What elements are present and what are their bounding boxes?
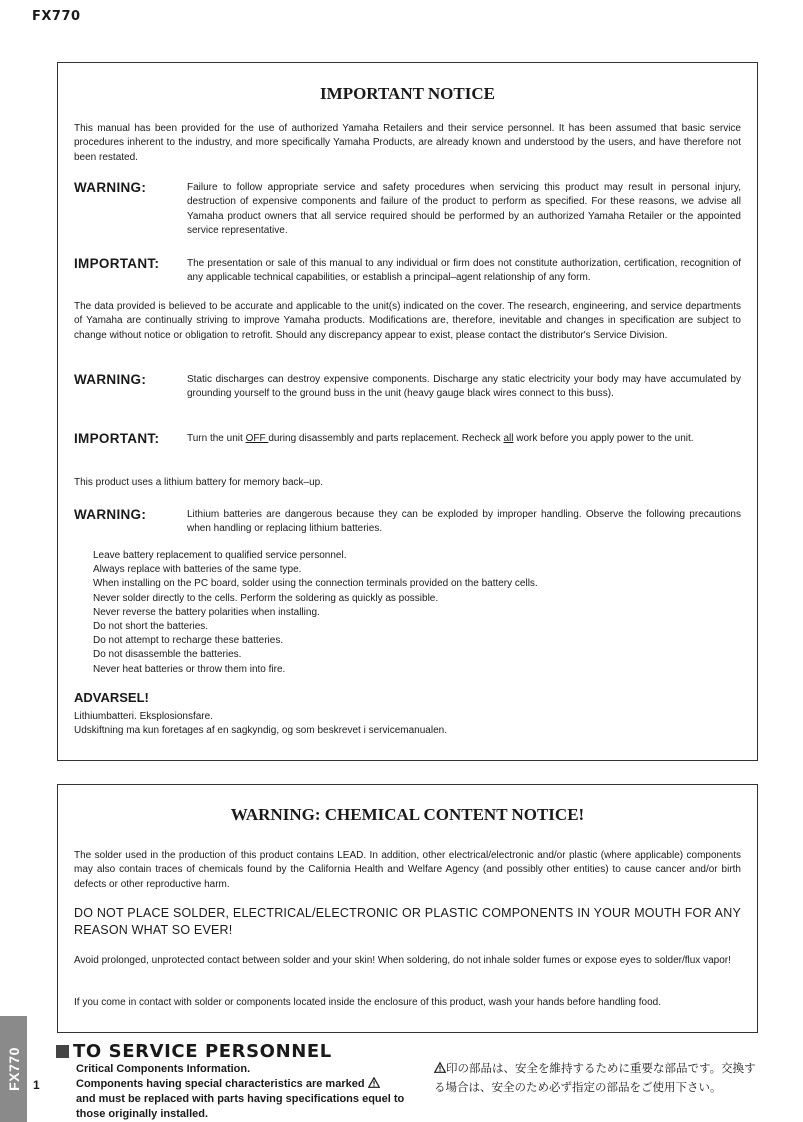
warning-static-text: Static discharges can destroy expensive components. Discharge any static electricity your body may have accumulated by grounding yourself to the ground buss in the unit (heavy gauge black wires connect to this buss).: [187, 374, 741, 400]
important-power-text: Turn the unit OFF during disassembly and parts replacement. Recheck all work before you apply power to the unit.: [187, 433, 694, 444]
service-line-1: Critical Components Information.: [76, 1063, 251, 1075]
service-line-3: and must be replaced with parts having specifications equel to those originally installed.: [76, 1093, 405, 1120]
chemical-wash-paragraph: If you come in contact with solder or components located inside the enclosure of this product, wash your hands before handling food.: [74, 997, 662, 1008]
service-line-2: Components having special characteristics are marked: [76, 1077, 406, 1092]
list-item: When installing on the PC board, solder using the connection terminals provided on the battery cells.: [93, 578, 538, 590]
advarsel-line-2: Udskiftning ma kun foretages af en sagkyndig, og som beskrevet i servicemanualen.: [74, 725, 447, 736]
advarsel-title: ADVARSEL!: [74, 690, 149, 705]
data-accuracy-paragraph: The data provided is believed to be accurate and applicable to the unit(s) indicated on the cover. The research, engineering, and service departments of Yamaha are continually striving to improve Yamaha products. Modifications are, therefore, inevitable and changes in specification are subject to change without notice or obligation to retrofit. Should any discrepancy appear to exist, please contact the distributor's Service Division.: [74, 301, 741, 341]
page-number: 1: [33, 1078, 40, 1092]
service-japanese-notice: 印の部品は、安全を維持するために重要な部品です。交換する場合は、安全のため必ず指定の部品をご使用下さい。: [434, 1061, 756, 1094]
chemical-skin-paragraph: Avoid prolonged, unprotected contact between solder and your skin! When soldering, do not inhale solder fumes or expose eyes to solder/flux vapor!: [74, 955, 731, 966]
side-model-label: FX770: [5, 1047, 22, 1091]
heading-square-icon: [56, 1045, 69, 1058]
service-personnel-heading: [56, 1041, 332, 1062]
warning-label: WARNING:: [74, 180, 147, 195]
list-item: Never heat batteries or throw them into fire.: [93, 663, 286, 675]
intro-paragraph: This manual has been provided for the use of authorized Yamaha Retailers and their service personnel. It has been assumed that basic service procedures inherent to the industry, and more specifically Yamaha Products, are already known and understood by the users, and have therefore not been restated.: [74, 123, 741, 163]
important-label: IMPORTANT:: [74, 431, 160, 446]
chemical-notice-title: WARNING: CHEMICAL CONTENT NOTICE!: [230, 805, 585, 824]
service-critical-components: [76, 1062, 406, 1122]
list-item: Never solder directly to the cells. Perform the soldering as quickly as possible.: [93, 592, 439, 604]
chemical-mouth-warning: DO NOT PLACE SOLDER, ELECTRICAL/ELECTRONIC OR PLASTIC COMPONENTS IN YOUR MOUTH FOR ANY REASON WHAT SO EVER!: [74, 906, 741, 937]
important-authorization-text: The presentation or sale of this manual to any individual or firm does not constitute authorization, certification, recognition of any applicable technical capabilities, or establish a principal–agent relationship of any form.: [187, 258, 741, 284]
model-header: FX770: [32, 9, 81, 24]
list-item: Do not attempt to recharge these batteries.: [93, 635, 284, 647]
warning-service-text: Failure to follow appropriate service and safety procedures when servicing this product may result in personal injury, destruction of expensive components and failure of the product to perform as specified. For these reasons, we advise all Yamaha product owners that all service required should be performed by an authorized Yamaha Retailer or the appointed service representative.: [187, 182, 741, 236]
warning-lithium-text: Lithium batteries are dangerous because they can be exploded by improper handling. Observe the following precautions when handling or replacing lithium batteries.: [187, 509, 741, 535]
list-item: Always replace with batteries of the same type.: [93, 564, 302, 576]
side-model-tab: [0, 1016, 27, 1122]
list-item: Do not disassemble the batteries.: [93, 649, 242, 661]
important-notice-title: IMPORTANT NOTICE: [320, 84, 495, 103]
important-notice-box: [57, 62, 758, 761]
battery-precautions-list: [93, 549, 538, 677]
warning-label: WARNING:: [74, 507, 147, 522]
warning-label: WARNING:: [74, 372, 147, 387]
list-item: Leave battery replacement to qualified service personnel.: [93, 550, 347, 561]
advarsel-line-1: Lithiumbatteri. Eksplosionsfare.: [74, 711, 213, 722]
chemical-notice-box: [57, 784, 758, 1033]
chemical-lead-paragraph: The solder used in the production of this product contains LEAD. In addition, other electrical/electronic and/or plastic (where applicable) components may also contain traces of chemicals found by the California Health and Welfare Agency (and possibly other entities) to cause cancer and/or birth defects or other reproductive harm.: [74, 850, 741, 890]
list-item: Never reverse the battery polarities when installing.: [93, 606, 320, 618]
battery-paragraph: This product uses a lithium battery for memory back–up.: [74, 477, 323, 488]
warning-triangle-icon: [434, 1062, 446, 1073]
list-item: Do not short the batteries.: [93, 621, 209, 633]
warning-triangle-icon: [368, 1077, 380, 1088]
service-personnel-title: TO SERVICE PERSONNEL: [73, 1041, 332, 1062]
important-label: IMPORTANT:: [74, 256, 160, 271]
